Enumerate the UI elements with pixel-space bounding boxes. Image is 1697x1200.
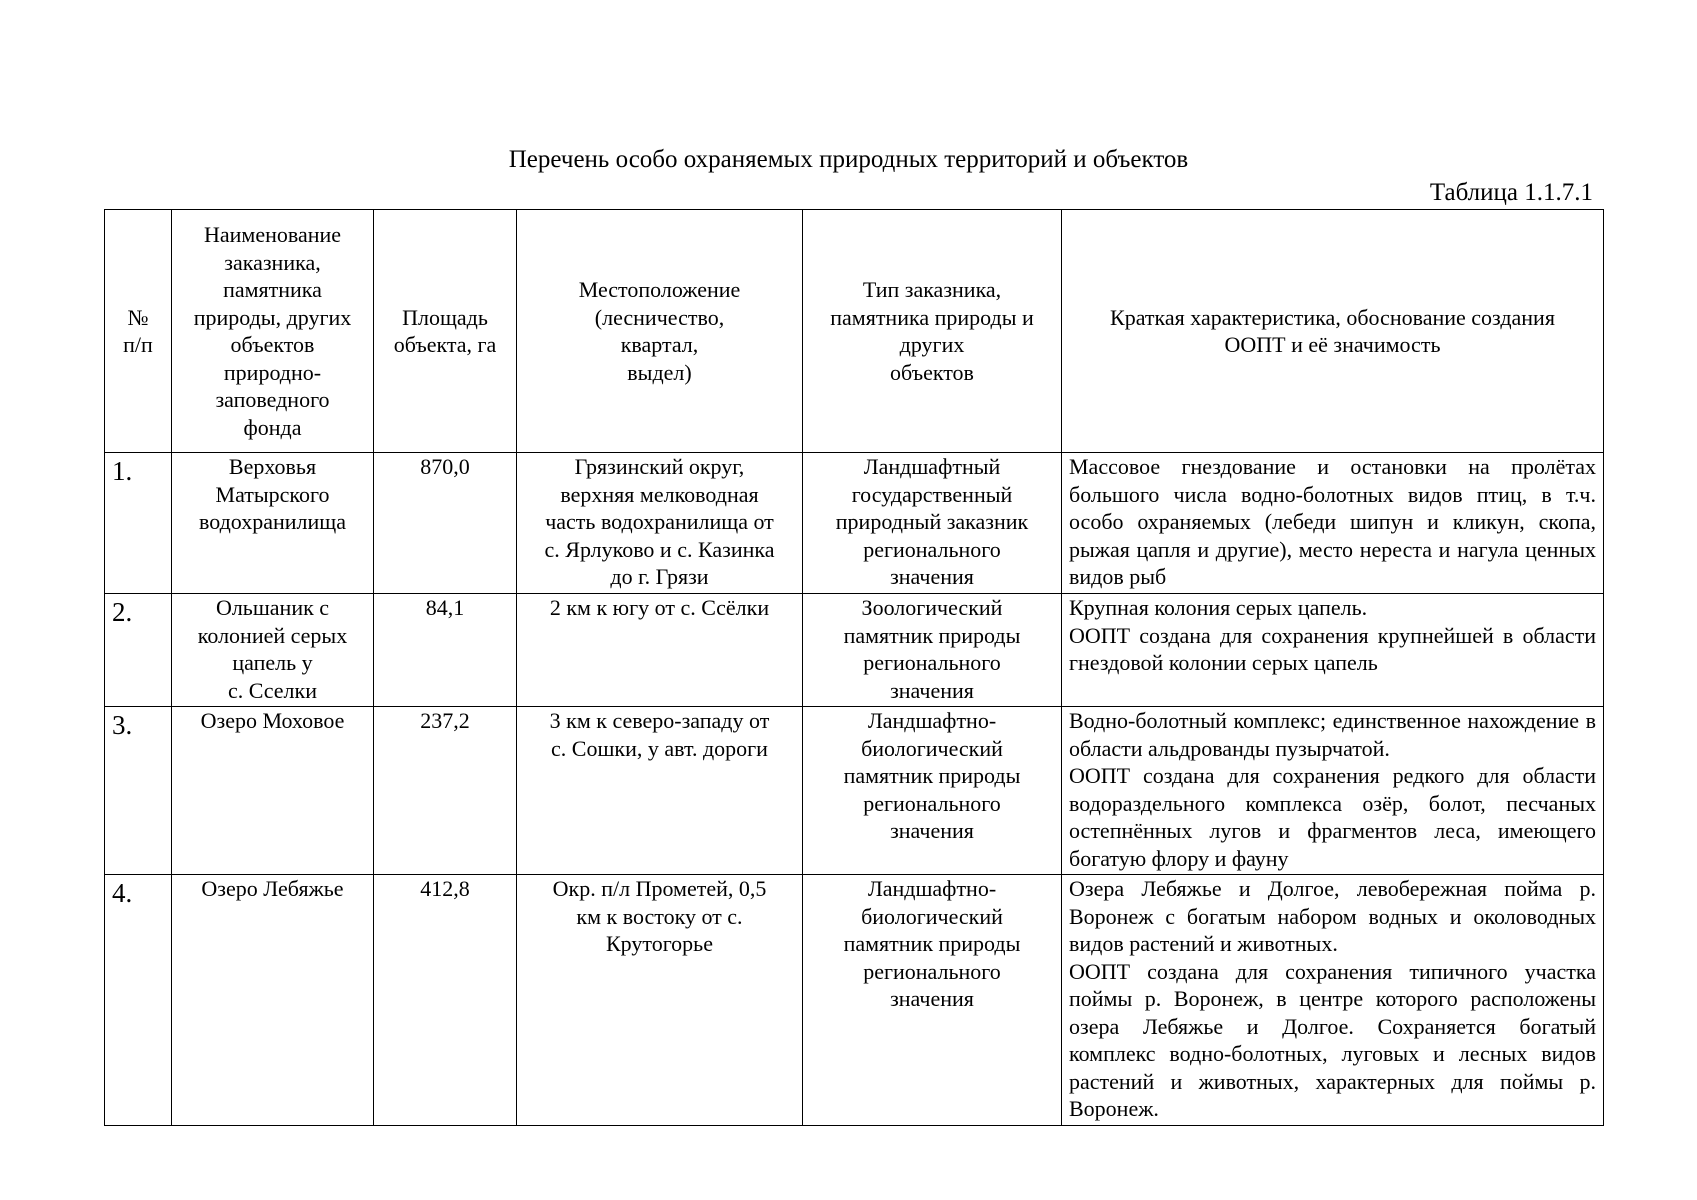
object-description — [1062, 594, 1604, 707]
row-number: 1. — [105, 453, 172, 594]
text-line: памятника природы и — [830, 304, 1034, 330]
object-location — [517, 875, 803, 1126]
object-location — [517, 453, 803, 594]
object-type — [803, 707, 1062, 875]
text-line: государственный — [851, 481, 1013, 507]
object-name — [172, 453, 374, 594]
text-line: Ольшаник с — [215, 595, 330, 620]
text-line: Зоологический — [861, 595, 1003, 620]
header-location — [517, 210, 803, 453]
description-paragraph: ООПТ создана для сохранения редкого для области водораздельного комплекса озёр, болот, песчаных остепнённых лугов и фрагментов леса, имеющего богатую флору и фауну — [1069, 763, 1596, 871]
text-line: регионального — [863, 536, 1001, 562]
table-header-row — [105, 210, 1604, 453]
description-paragraph: Озера Лебяжье и Долгое, левобережная пойма р. Воронеж с богатым набором водных и околоводных видов растений и животных. — [1069, 876, 1596, 956]
text-line: регионального — [863, 650, 1001, 675]
description-paragraph: ООПТ создана для сохранения крупнейшей в области гнездовой колонии серых цапель — [1069, 622, 1596, 675]
text-line: памятник природы — [843, 622, 1021, 648]
text-line: до г. Грязи — [610, 564, 709, 589]
text-line: регионального — [863, 958, 1001, 984]
text-line: Матырского — [215, 481, 330, 507]
description-paragraph: Водно-болотный комплекс; единственное нахождение в области альдрованды пузырчатой. — [1069, 708, 1596, 761]
table-row — [105, 453, 1604, 594]
object-area: 237,2 — [374, 707, 517, 875]
text-line: с. Ярлуково и с. Казинка — [544, 536, 775, 562]
text-line: с. Сселки — [228, 677, 317, 703]
description-paragraph: Массовое гнездование и остановки на пролётах большого числа водно-болотных видов птиц, в т.ч. особо охраняемых (лебеди шипун и кликун, скопа, рыжая цапля и другие), место нереста и нагула ценных видов рыб — [1069, 454, 1596, 589]
text-line: Верховья — [228, 454, 317, 479]
text-line: фонда — [243, 414, 302, 440]
text-line: Местоположение — [578, 277, 741, 302]
text-line: биологический — [861, 903, 1003, 929]
text-line: Площадь — [402, 304, 488, 330]
text-line: часть водохранилища от — [545, 509, 774, 534]
object-name — [172, 707, 374, 875]
text-line: Окр. п/л Прометей, 0,5 — [552, 876, 767, 901]
table-row — [105, 594, 1604, 707]
text-line: Озеро Лебяжье — [201, 876, 344, 901]
text-line: памятник природы — [843, 763, 1021, 788]
text-line: заповедного — [215, 387, 330, 412]
text-line: природный заказник — [835, 509, 1029, 534]
object-area: 84,1 — [374, 594, 517, 707]
text-line: регионального — [863, 790, 1001, 816]
text-line: биологический — [861, 735, 1003, 761]
text-line: 3 км к северо-западу от — [549, 708, 770, 733]
text-line: объектов — [890, 359, 974, 385]
object-area: 870,0 — [374, 453, 517, 594]
object-name — [172, 875, 374, 1126]
text-line: природы, других — [193, 304, 352, 330]
object-location — [517, 594, 803, 707]
text-line: ООПТ и её значимость — [1224, 332, 1441, 357]
header-name — [172, 210, 374, 453]
text-line: квартал, — [620, 332, 699, 357]
text-line: водохранилища — [198, 509, 347, 534]
text-line: п/п — [123, 332, 153, 357]
text-line: памятник природы — [843, 931, 1021, 956]
text-line: значения — [890, 818, 974, 843]
description-paragraph: Крупная колония серых цапель. — [1069, 595, 1368, 620]
text-line: Крутогорье — [606, 931, 713, 956]
text-line: Тип заказника, — [862, 277, 1002, 302]
text-line: с. Сошки, у авт. дороги — [551, 735, 768, 761]
text-line: Ландшафтно- — [867, 708, 997, 733]
object-description — [1062, 453, 1604, 594]
text-line: Наименование — [203, 222, 342, 247]
text-line: Озеро Моховое — [200, 708, 345, 733]
table-row — [105, 875, 1604, 1126]
text-line: Ландшафтно- — [867, 876, 997, 901]
text-line: (лесничество, — [594, 304, 725, 330]
text-line: верхняя мелководная — [560, 481, 759, 507]
text-line: 2 км к югу от с. Ссёлки — [549, 595, 770, 620]
object-type — [803, 453, 1062, 594]
object-description — [1062, 707, 1604, 875]
object-name — [172, 594, 374, 707]
header-type — [803, 210, 1062, 453]
text-line: памятника — [223, 277, 322, 302]
table-number: Таблица 1.1.7.1 — [1429, 179, 1593, 206]
row-number: 3. — [105, 707, 172, 875]
text-line: значения — [890, 677, 974, 703]
text-line: природно- — [223, 359, 322, 385]
object-description — [1062, 875, 1604, 1126]
text-line: объекта, га — [393, 332, 497, 357]
object-area: 412,8 — [374, 875, 517, 1126]
text-line: объектов — [230, 332, 315, 357]
document-title: Перечень особо охраняемых природных территорий и объектов — [508, 146, 1189, 173]
text-line: Краткая характеристика, обоснование создания — [1110, 304, 1555, 330]
text-line: других — [899, 332, 965, 357]
row-number: 4. — [105, 875, 172, 1126]
object-type — [803, 594, 1062, 707]
text-line: км к востоку от с. — [576, 903, 743, 929]
object-type — [803, 875, 1062, 1126]
row-number: 2. — [105, 594, 172, 707]
table-row — [105, 707, 1604, 875]
text-line: Ландшафтный — [863, 454, 1001, 479]
header-area — [374, 210, 517, 453]
text-line: заказника, — [224, 249, 321, 275]
text-line: № — [127, 304, 149, 330]
text-line: Грязинский округ, — [574, 454, 745, 479]
text-line: колонией серых — [197, 622, 348, 648]
object-location — [517, 707, 803, 875]
text-line: цапель у — [232, 650, 313, 675]
oopt-table — [104, 209, 1604, 1126]
header-description — [1062, 210, 1604, 453]
text-line: значения — [890, 986, 974, 1011]
text-line: выдел) — [627, 359, 692, 385]
description-paragraph: ООПТ создана для сохранения типичного участка поймы р. Воронеж, в центре которого расположены озера Лебяжье и Долгое. Сохраняется богатый комплекс водно-болотных, луговых и лесных видов растений и животных, характерных для поймы р. Воронеж. — [1069, 958, 1596, 1121]
header-number — [105, 210, 172, 453]
text-line: значения — [890, 564, 974, 589]
